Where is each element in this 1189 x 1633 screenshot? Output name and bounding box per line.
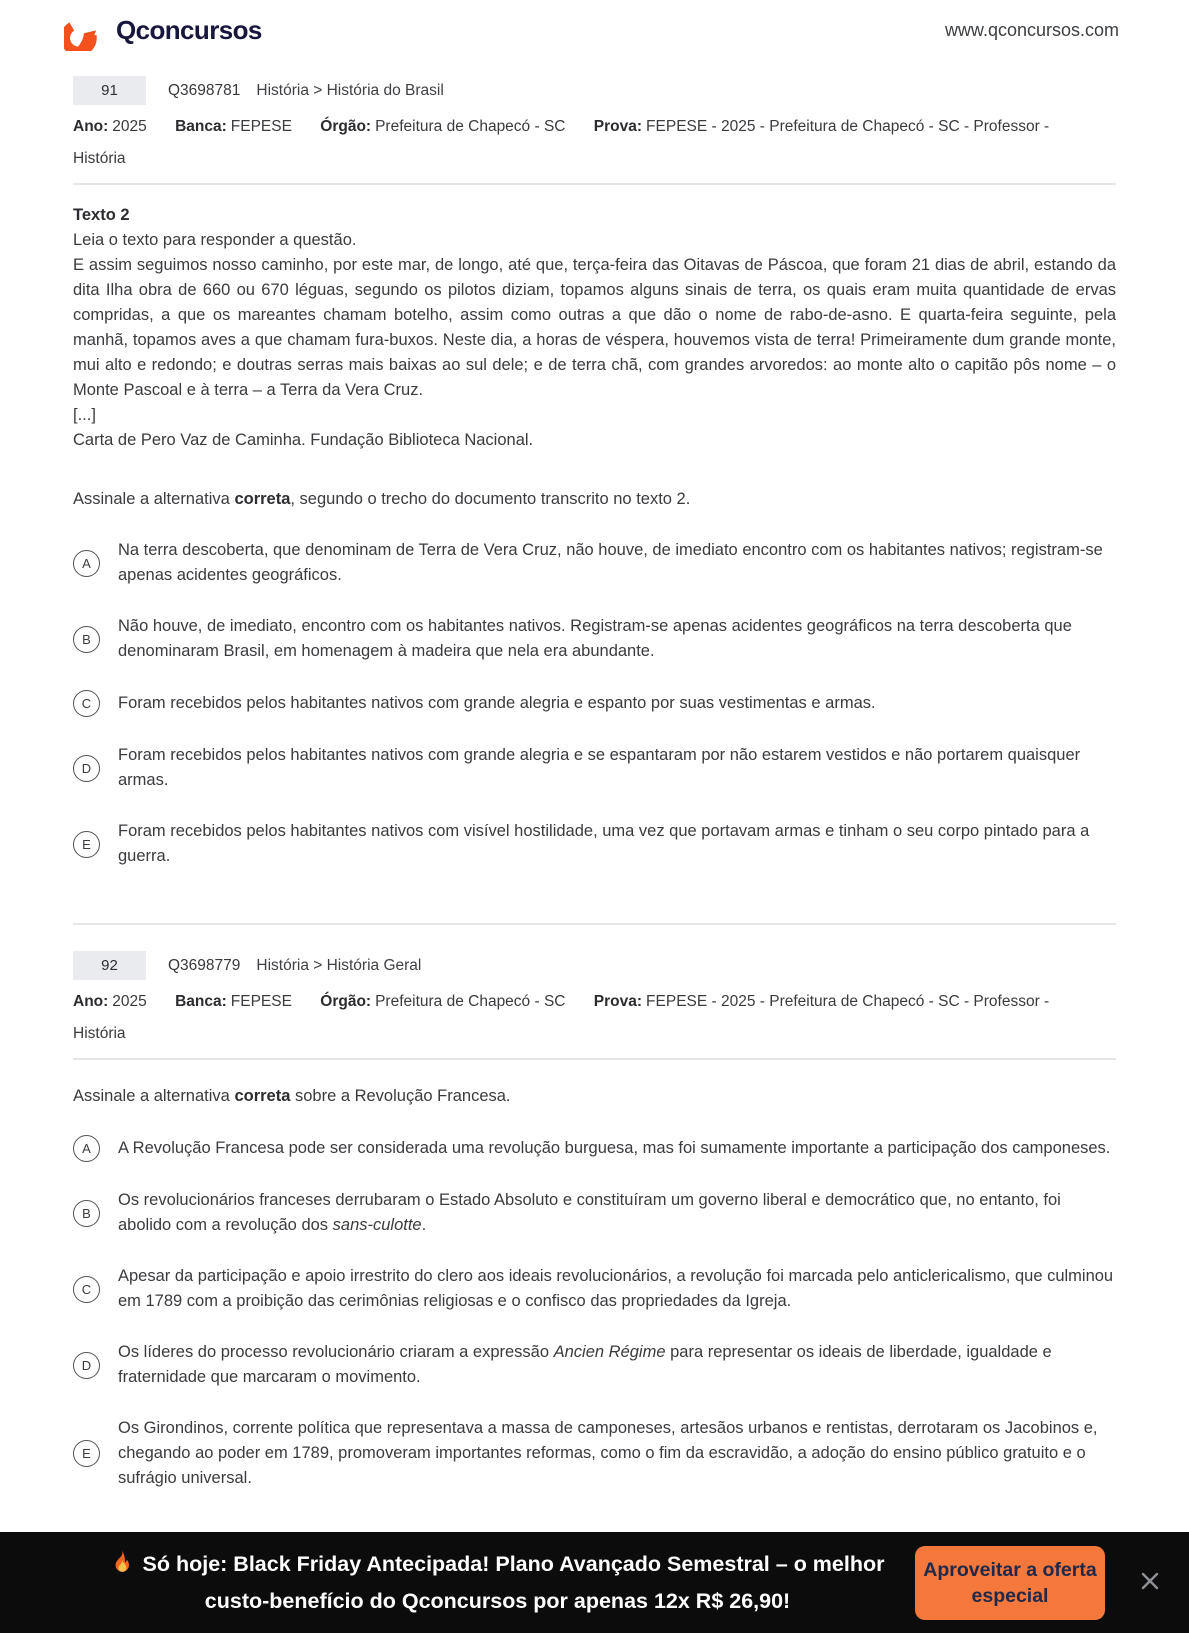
question-id: Q3698779 xyxy=(168,956,241,974)
alternatives-list xyxy=(73,538,1116,869)
meta-item-prova: Prova: FEPESE - 2025 - Prefeitura de Chapecó - SC - Professor - História xyxy=(73,118,1050,167)
alternative-D[interactable] xyxy=(73,1340,1116,1390)
alternative-text: Apesar da participação e apoio irrestrito do clero aos ideais revolucionários, a revolução foi marcada pelo anticlericalismo, que culminou em 1789 com a proibição das cerimônias religiosas e o confisco das propriedades da Igreja. xyxy=(118,1267,1114,1310)
question-header-row xyxy=(73,951,1116,980)
question-id: Q3698781 xyxy=(168,81,241,99)
question-card-92 xyxy=(73,951,1116,1491)
banner-close-button[interactable] xyxy=(1133,1564,1167,1601)
alternative-letter-badge: E xyxy=(73,1440,100,1467)
promo-line-2: custo-benefício do Qconcursos por apenas 12x R$ 26,90! xyxy=(204,1588,791,1613)
texto-title: Texto 2 xyxy=(73,206,130,224)
alternative-text: Os revolucionários franceses derrubaram o Estado Absoluto e constituíram um governo liberal e democrático que, no entanto, foi abolido com a revolução dos sans-culotte. xyxy=(118,1191,1061,1234)
question-statement: Assinale a alternativa correta, segundo o trecho do documento transcrito no texto 2. xyxy=(73,490,691,508)
alternative-C[interactable] xyxy=(73,1264,1116,1314)
meta-item-orgao: Órgão: Prefeitura de Chapecó - SC xyxy=(320,118,566,135)
alternative-A[interactable] xyxy=(73,538,1116,588)
alternative-text: Não houve, de imediato, encontro com os habitantes nativos. Registram-se apenas acidentes geográficos na terra descoberta que denominaram Brasil, em homenagem à madeira que nela era abundante. xyxy=(118,617,1072,660)
question-meta xyxy=(73,111,1116,175)
texto-source: Carta de Pero Vaz de Caminha. Fundação Biblioteca Nacional. xyxy=(73,431,534,449)
fire-icon xyxy=(111,1549,133,1585)
alternative-E[interactable] xyxy=(73,1416,1116,1491)
qconcursos-logo-icon xyxy=(64,5,106,56)
meta-item-ano: Ano: 2025 xyxy=(73,993,147,1010)
logo-text: Qconcursos xyxy=(116,14,262,45)
alternative-letter-badge: A xyxy=(73,1135,100,1162)
meta-item-prova: Prova: FEPESE - 2025 - Prefeitura de Chapecó - SC - Professor - História xyxy=(73,993,1050,1042)
alternative-letter-badge: B xyxy=(73,626,100,653)
divider xyxy=(73,1058,1116,1060)
content-area xyxy=(0,76,1189,1491)
texto-ellipsis: [...] xyxy=(73,406,96,424)
alternative-E[interactable] xyxy=(73,819,1116,869)
question-separator-divider xyxy=(73,923,1116,925)
alternatives-list xyxy=(73,1135,1116,1491)
texto-intro: Leia o texto para responder a questão. xyxy=(73,231,357,249)
alternative-B[interactable] xyxy=(73,1188,1116,1238)
question-category-breadcrumb: História > História Geral xyxy=(256,956,422,974)
question-number-badge: 91 xyxy=(73,76,146,105)
question-category-breadcrumb: História > História do Brasil xyxy=(256,81,444,99)
alternative-text: A Revolução Francesa pode ser considerada uma revolução burguesa, mas foi sumamente importante a participação dos camponeses. xyxy=(118,1139,1111,1157)
question-header-row xyxy=(73,76,1116,105)
question-statement: Assinale a alternativa correta sobre a Revolução Francesa. xyxy=(73,1087,511,1105)
alternative-letter-badge: A xyxy=(73,550,100,577)
alternative-letter-badge: C xyxy=(73,1276,100,1303)
alternative-A[interactable] xyxy=(73,1135,1116,1162)
meta-item-banca: Banca: FEPESE xyxy=(175,118,292,135)
alternative-text: Os líderes do processo revolucionário criaram a expressão Ancien Régime para representar os ideais de liberdade, igualdade e fraternidade que marcaram o movimento. xyxy=(118,1343,1052,1386)
alternative-letter-badge: E xyxy=(73,831,100,858)
divider xyxy=(73,183,1116,185)
alternative-D[interactable] xyxy=(73,743,1116,793)
page-header xyxy=(0,0,1189,52)
site-url: www.qconcursos.com xyxy=(944,19,1119,40)
meta-item-ano: Ano: 2025 xyxy=(73,118,147,135)
question-meta xyxy=(73,986,1116,1050)
alternative-letter-badge: B xyxy=(73,1200,100,1227)
meta-item-orgao: Órgão: Prefeitura de Chapecó - SC xyxy=(320,993,566,1010)
alternative-text: Foram recebidos pelos habitantes nativos com visível hostilidade, uma vez que portavam armas e tinham o seu corpo pintado para a guerra. xyxy=(118,822,1090,865)
meta-item-banca: Banca: FEPESE xyxy=(175,993,292,1010)
alternative-text: Foram recebidos pelos habitantes nativos com grande alegria e espanto por suas vestimentas e armas. xyxy=(118,694,876,712)
alternative-text: Foram recebidos pelos habitantes nativos com grande alegria e se espantaram por não estarem vestidos e não portarem quaisquer armas. xyxy=(118,746,1081,789)
question-body xyxy=(73,203,1116,453)
promo-cta-button[interactable]: Aproveitar a oferta especial xyxy=(915,1546,1105,1620)
alternative-text: Na terra descoberta, que denominam de Terra de Vera Cruz, não houve, de imediato encontro com os habitantes nativos; registram-se apenas acidentes geográficos. xyxy=(118,541,1103,584)
qconcursos-logo[interactable] xyxy=(64,5,262,56)
alternative-letter-badge: C xyxy=(73,690,100,717)
alternative-letter-badge: D xyxy=(73,1352,100,1379)
alternative-letter-badge: D xyxy=(73,755,100,782)
alternative-B[interactable] xyxy=(73,614,1116,664)
alternative-text: Os Girondinos, corrente política que representava a massa de camponeses, artesãos urbanos e rentistas, derrotaram os Jacobinos e, chegando ao poder em 1789, promoveram importantes reformas, como o fim da escravidão, a adoção do ensino público gratuito e o sufrágio universal. xyxy=(118,1419,1098,1487)
close-icon xyxy=(1137,1568,1163,1597)
question-number-badge: 92 xyxy=(73,951,146,980)
alternative-C[interactable] xyxy=(73,690,1116,717)
promo-banner xyxy=(0,1532,1189,1633)
promo-line-1: Só hoje: Black Friday Antecipada! Plano Avançado Semestral – o melhor xyxy=(80,1548,915,1585)
promo-message xyxy=(80,1548,915,1618)
question-card-91 xyxy=(73,76,1116,869)
texto-passage: E assim seguimos nosso caminho, por este mar, de longo, até que, terça-feira das Oitavas de Páscoa, que foram 21 dias de abril, estando da dita Ilha obra de 660 ou 670 léguas, segundo os pilotos diziam, topamos alguns sinais de terra, os quais eram muita quantidade de ervas compridas, a que os mareantes chamam botelho, assim como outras a que dão o nome de rabo-de-asno. E quarta-feira seguinte, pela manhã, topamos aves a que chamam fura-buxos. Neste dia, a horas de véspera, houvemos vista de terra! Primeiramente dum grande monte, mui alto e redondo; e doutras serras mais baixas ao sul dele; e de terra chã, com grandes arvoredos: ao monte alto o capitão pôs nome – o Monte Pascoal e à terra – a Terra da Vera Cruz. xyxy=(73,256,1116,399)
